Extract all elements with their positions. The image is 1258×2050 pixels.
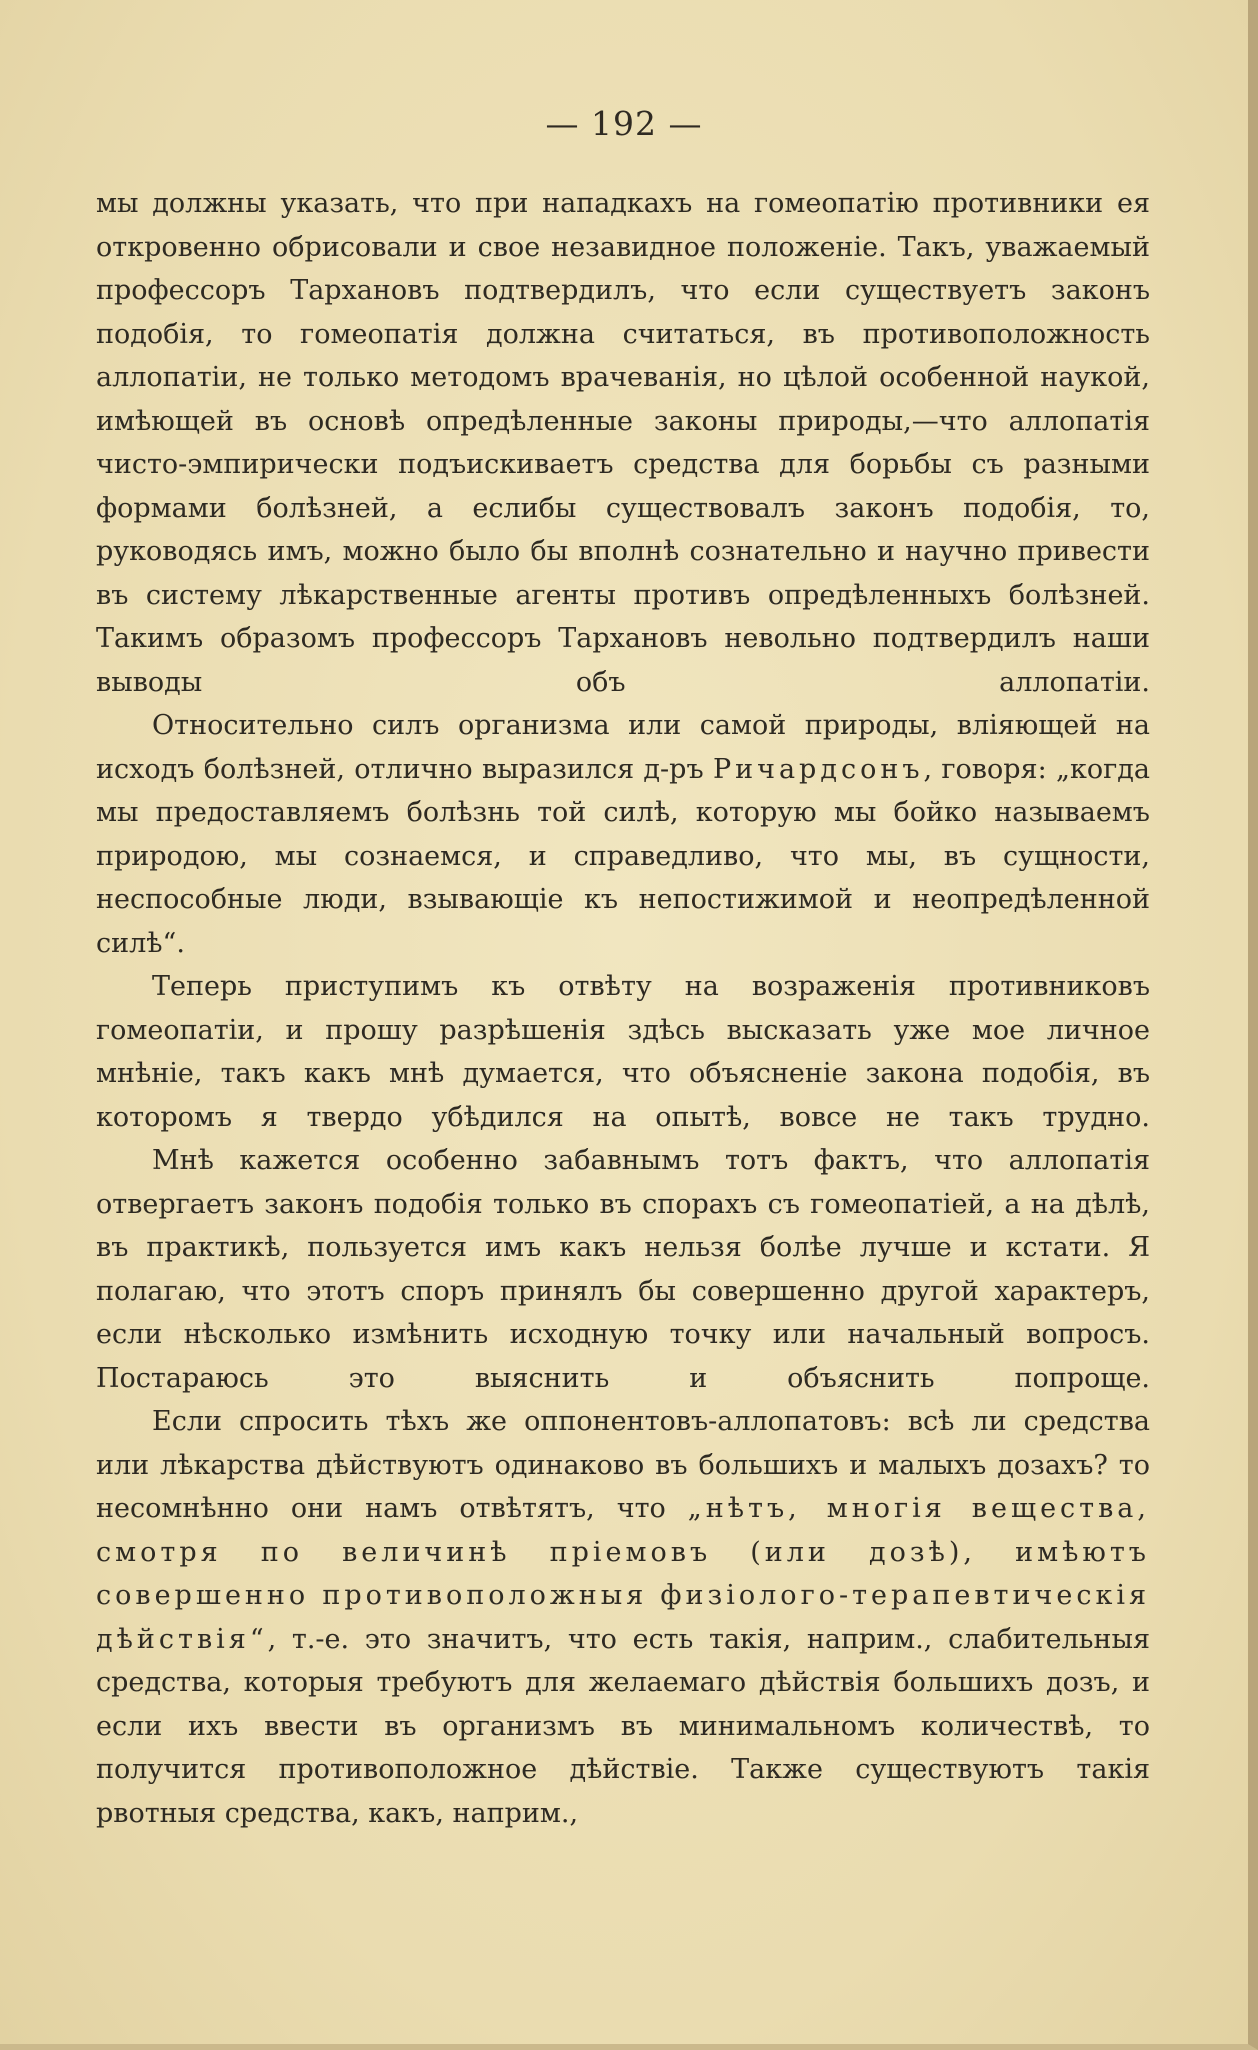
paragraph-2 — [96, 704, 1150, 965]
paragraph-2-text-start: Относительно силъ организма или самой природы, вліяющей на исходъ болѣзней, отлично выразился д-ръ — [96, 710, 1150, 785]
author-name-spaced: Ричардсонъ — [712, 753, 924, 785]
paragraph-3: Теперь приступимъ къ отвѣту на возраженія противниковъ гомеопатіи, и прошу разрѣшенія здѣсь высказать уже мое личное мнѣніе, такъ какъ мнѣ думается, что объясненіе закона подобія, въ которомъ я твердо убѣдился на опытѣ, вовсе не такъ трудно. — [96, 971, 1150, 1133]
paragraph-4: Мнѣ кажется особенно забавнымъ тотъ фактъ, что аллопатія отвергаетъ законъ подобія только въ спорахъ съ гомеопатіей, а на дѣлѣ, въ практикѣ, пользуется имъ какъ нельзя болѣе лучше и кстати. Я полагаю, что этотъ споръ принялъ бы совершенно другой характеръ, если нѣсколько измѣнить исходную точку или начальный вопросъ. Постараюсь это выяснить и объяснить попроще. — [96, 1145, 1150, 1394]
paragraph-1: мы должны указать, что при нападкахъ на гомеопатію противники ея откровенно обрисовали и свое незавидное положеніе. Такъ, уважаемый профессоръ Тархановъ подтвердилъ, что если существуетъ законъ подобія, то гомеопатія должна считаться, въ противоположность аллопатіи, не только методомъ врачеванія, но цѣлой особенной наукой, имѣющей въ основѣ опредѣленные законы природы,—что аллопатія чисто-эмпирически подъискиваетъ средства для борьбы съ разными формами болѣзней, а еслибы существовалъ законъ подобія, то, руководясь имъ, можно было бы вполнѣ сознательно и научно привести въ систему лѣкарственные агенты противъ опредѣленныхъ болѣзней. Такимъ образомъ профессоръ Тархановъ невольно подтвердилъ наши выводы объ аллопатіи. — [96, 188, 1150, 698]
paragraph-2-text-end: , говоря: „когда мы предоставляемъ болѣзнь той силѣ, которую мы бойко называемъ природою, мы сознаемся, и справедливо, что мы, въ сущности, неспособные люди, взывающіе къ непостижимой и неопредѣленной силѣ“. — [96, 753, 1150, 959]
quoted-answer-spaced: „нѣтъ, многія вещества, смотря по величинѣ пріемовъ (или дозѣ), имѣютъ совершенно противоположныя физіолого-терапевтическія дѣйствія“ — [96, 1493, 1150, 1655]
paragraph-5-text-end: , т.-е. это значитъ, что есть такія, наприм., слабительныя средства, которыя требуютъ для желаемаго дѣйствія большихъ дозъ, и если ихъ ввести въ организмъ въ минимальномъ количествѣ, то получится противоположное дѣйствіе. Также существуютъ такія рвотныя средства, какъ, наприм., — [96, 1623, 1150, 1829]
paragraph-5 — [96, 1400, 1150, 1835]
paragraph-5-text-start: Если спросить тѣхъ же оппонентовъ-аллопатовъ: всѣ ли средства или лѣкарства дѣйствуютъ одинаково въ большихъ и малыхъ дозахъ? то несомнѣнно они намъ отвѣтятъ, что — [96, 1406, 1150, 1524]
page-body — [96, 182, 1150, 1835]
page-number: — 192 — — [545, 104, 703, 143]
